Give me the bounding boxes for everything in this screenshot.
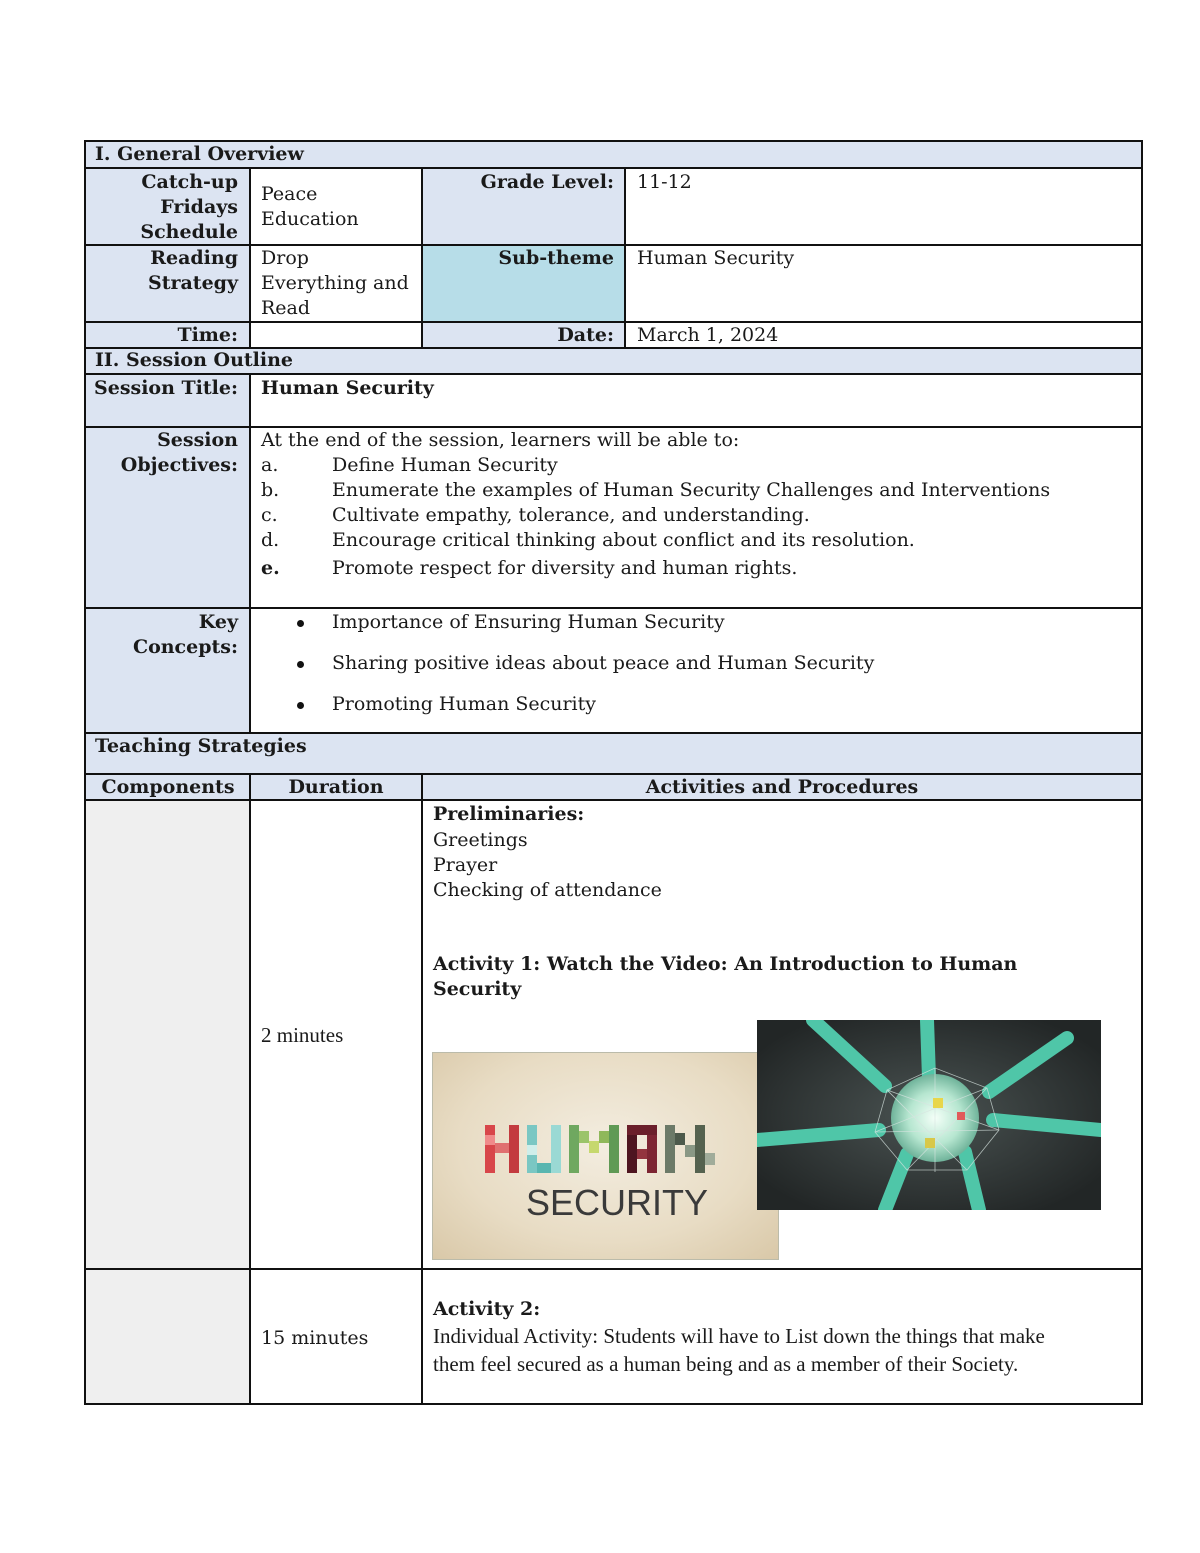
reading-label: [90, 246, 238, 296]
objectives-label: [90, 428, 238, 478]
components-cell-2-bg: [86, 1270, 250, 1403]
bullet-icon: [297, 702, 304, 709]
schedule-label: [90, 170, 238, 245]
reading-label-text: Reading Strategy: [147, 247, 238, 294]
subtheme-label: Sub-theme: [498, 247, 614, 269]
activity2-line: Individual Activity: Students will have to List down the things that make: [433, 1324, 1045, 1348]
section1-heading: I. General Overview: [95, 143, 304, 165]
hline: [85, 321, 1143, 323]
concepts-label-text: Key Concepts:: [132, 611, 238, 658]
security-wordmark: SECURITY: [525, 1182, 709, 1223]
human-pixel-logo: [433, 1053, 778, 1259]
hline: [85, 373, 1143, 375]
objective-text: Encourage critical thinking about conflict and its resolution.: [332, 529, 915, 551]
reading-value-text: Drop Everything and Read: [261, 247, 409, 319]
concept-item: Promoting Human Security: [332, 693, 597, 715]
prelim-item: Prayer: [433, 854, 498, 876]
pixel-square: [925, 1138, 935, 1148]
row1-duration: 2 minutes: [261, 1023, 344, 1047]
vline: [421, 168, 423, 348]
hline: [85, 607, 1143, 609]
hline: [85, 244, 1143, 246]
reading-value: [261, 246, 411, 321]
objective-letter: d.: [261, 529, 280, 551]
grade-value: 11-12: [637, 171, 692, 193]
hline: [85, 1268, 1143, 1270]
subtheme-value: Human Security: [637, 247, 795, 269]
activity2-line: them feel secured as a human being and as a member of their Society.: [433, 1352, 1019, 1376]
objective-letter: c.: [261, 504, 278, 526]
vline: [249, 374, 251, 733]
section2-heading: II. Session Outline: [95, 349, 294, 371]
session-title-label-text: Session Title:: [94, 377, 238, 399]
table-border-bottom: [85, 1403, 1143, 1405]
network-globe-image: [757, 1020, 1101, 1210]
letter-a: [627, 1125, 657, 1173]
bullet-icon: [297, 661, 304, 668]
objectives-label-text: Session Objectives:: [120, 429, 238, 476]
prelim-label: Preliminaries:: [433, 803, 585, 825]
schedule-label-text: Catch-up Fridays Schedule: [140, 171, 238, 243]
vline: [421, 774, 423, 1404]
concept-item: Sharing positive ideas about peace and Human Security: [332, 652, 875, 674]
row2-duration: 15 minutes: [261, 1327, 369, 1349]
col-components: Components: [101, 776, 235, 798]
schedule-value: [261, 182, 411, 232]
letter-m: [569, 1125, 619, 1173]
bullet-icon: [297, 620, 304, 627]
vline: [249, 168, 251, 348]
objective-letter: a.: [261, 454, 279, 476]
objective-text: Define Human Security: [332, 454, 558, 476]
vline: [624, 168, 626, 348]
pixel-square: [957, 1112, 965, 1120]
date-value: March 1, 2024: [637, 324, 779, 346]
components-cell-1-bg: [86, 801, 250, 1268]
letter-h: [485, 1125, 519, 1173]
teaching-heading: Teaching Strategies: [95, 735, 307, 757]
activity1-title-cont: Security: [433, 978, 522, 1000]
letter-u: [527, 1125, 561, 1173]
schedule-value-text: Peace Education: [261, 183, 359, 230]
human-security-title-image: [432, 1052, 779, 1260]
concept-item: Importance of Ensuring Human Security: [332, 611, 725, 633]
vline: [249, 774, 251, 1404]
hline: [85, 167, 1143, 169]
col-activities: Activities and Procedures: [645, 776, 919, 798]
date-label: Date:: [557, 324, 614, 346]
objective-letter: e.: [261, 557, 280, 579]
objective-text: Promote respect for diversity and human rights.: [332, 557, 798, 579]
concepts-label: [90, 610, 238, 660]
prelim-item: Greetings: [433, 829, 528, 851]
objective-text: Cultivate empathy, tolerance, and understanding.: [332, 504, 810, 526]
objectives-intro: At the end of the session, learners will be able to:: [261, 429, 740, 451]
objective-letter: b.: [261, 479, 280, 501]
prelim-item: Checking of attendance: [433, 879, 662, 901]
objective-text: Enumerate the examples of Human Security Challenges and Interventions: [332, 479, 1051, 501]
activity2-title: Activity 2:: [433, 1298, 541, 1320]
activity1-title: Activity 1: Watch the Video: An Introduction to Human: [433, 953, 1018, 975]
letter-n: [665, 1125, 715, 1173]
grade-label: Grade Level:: [480, 171, 614, 193]
session-title-label: [90, 376, 238, 401]
time-label: Time:: [177, 324, 238, 346]
pixel-square: [933, 1098, 943, 1108]
col-duration: Duration: [288, 776, 384, 798]
globe-network-graphic: [757, 1020, 1101, 1210]
session-title-value: Human Security: [261, 377, 434, 399]
